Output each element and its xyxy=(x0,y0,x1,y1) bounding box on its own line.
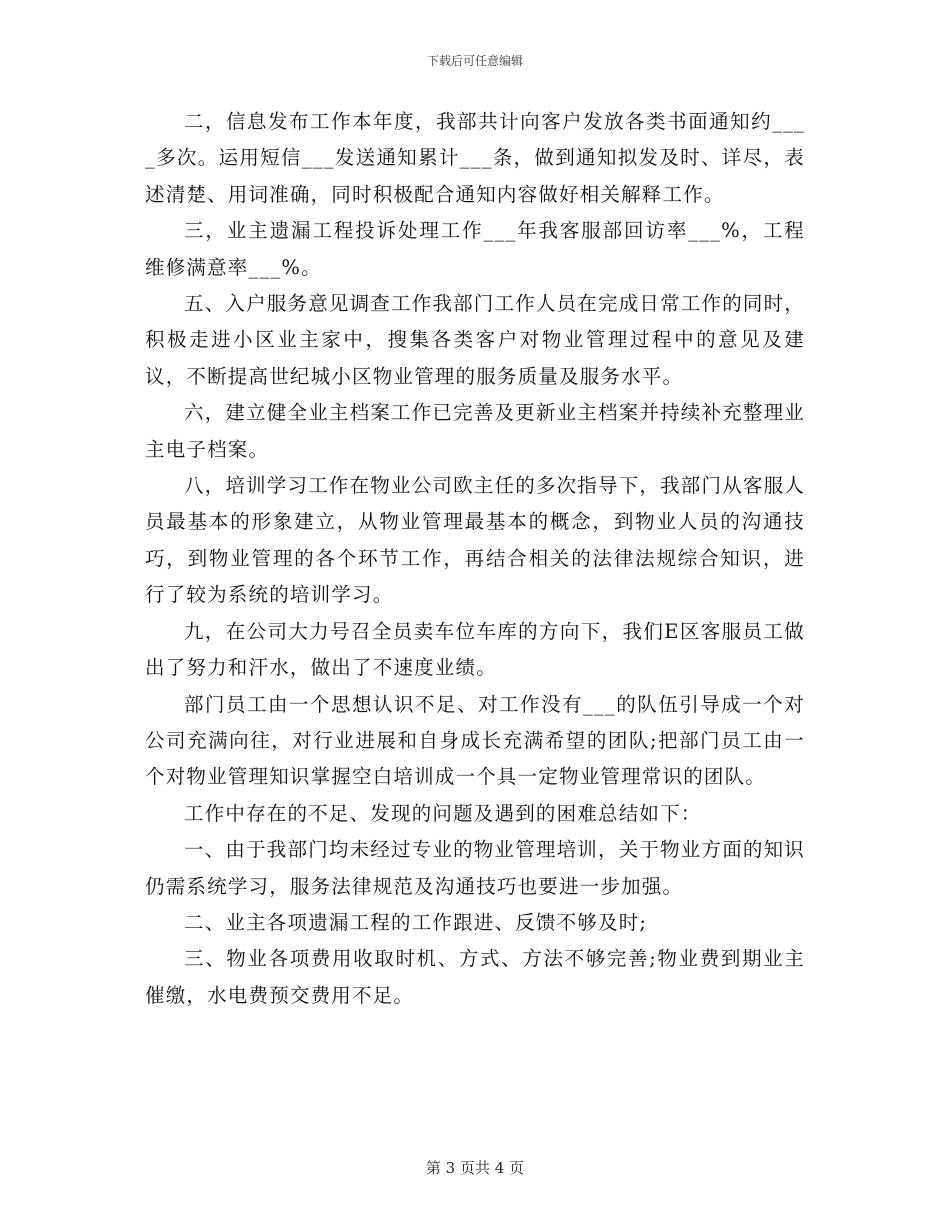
document-body xyxy=(145,104,805,1014)
paragraph-parking-sales: 九，在公司大力号召全员卖车位车库的方向下，我们E区客服员工做出了努力和汗水，做出了不速度业绩。 xyxy=(145,619,805,680)
paragraph-owner-archives: 六，建立健全业主档案工作已完善及更新业主档案并持续补充整理业主电子档案。 xyxy=(145,401,806,461)
paragraph-problem-3: 三、物业各项费用收取时机、方式、方法不够完善;物业费到期业主催缴，水电费预交费用不足。 xyxy=(145,947,805,1007)
paragraph-problem-2: 二、业主各项遗漏工程的工作跟进、反馈不够及时; xyxy=(184,910,648,934)
page-header: 下载后可任意编辑 xyxy=(426,54,523,68)
paragraph-info-release: 二，信息发布工作本年度，我部共计向客户发放各类书面通知约____多次。运用短信___发送通知累计___条，做到通知拟发及时、详尽，表述清楚、用词准确，同时积极配合通知内容做好相关解释工作。 xyxy=(145,110,805,206)
paragraph-team-building: 部门员工由一个思想认识不足、对工作没有___的队伍引导成一个对公司充满向往，对行业进展和自身成长充满希望的团队;把部门员工由一个对物业管理知识掌握空白培训成一个具一定物业管理常识的团队。 xyxy=(145,692,805,789)
paragraph-problems-intro: 工作中存在的不足、发现的问题及遇到的困难总结如下： xyxy=(184,801,702,825)
paragraph-complaint-handling: 三，业主遗漏工程投诉处理工作___年我客服部回访率___%，工程维修满意率___%。 xyxy=(145,219,805,279)
paragraph-service-survey: 五、入户服务意见调查工作我部门工作人员在完成日常工作的同时，积极走进小区业主家中，搜集各类客户对物业管理过程中的意见及建议，不断提高世纪城小区物业管理的服务质量及服务水平。 xyxy=(145,292,806,388)
page-number: 第 3 页共 4 页 xyxy=(425,1159,525,1177)
paragraph-training: 八，培训学习工作在物业公司欧主任的多次指导下，我部门从客服人员最基本的形象建立，从物业管理最基本的概念，到物业人员的沟通技巧，到物业管理的各个环节工作，再结合相关的法律法规综合知识，进行了较为系统的培训学习。 xyxy=(145,474,806,607)
paragraph-problem-1: 一、由于我部门均未经过专业的物业管理培训，关于物业方面的知识仍需系统学习，服务法律规范及沟通技巧也要进一步加强。 xyxy=(145,838,806,898)
